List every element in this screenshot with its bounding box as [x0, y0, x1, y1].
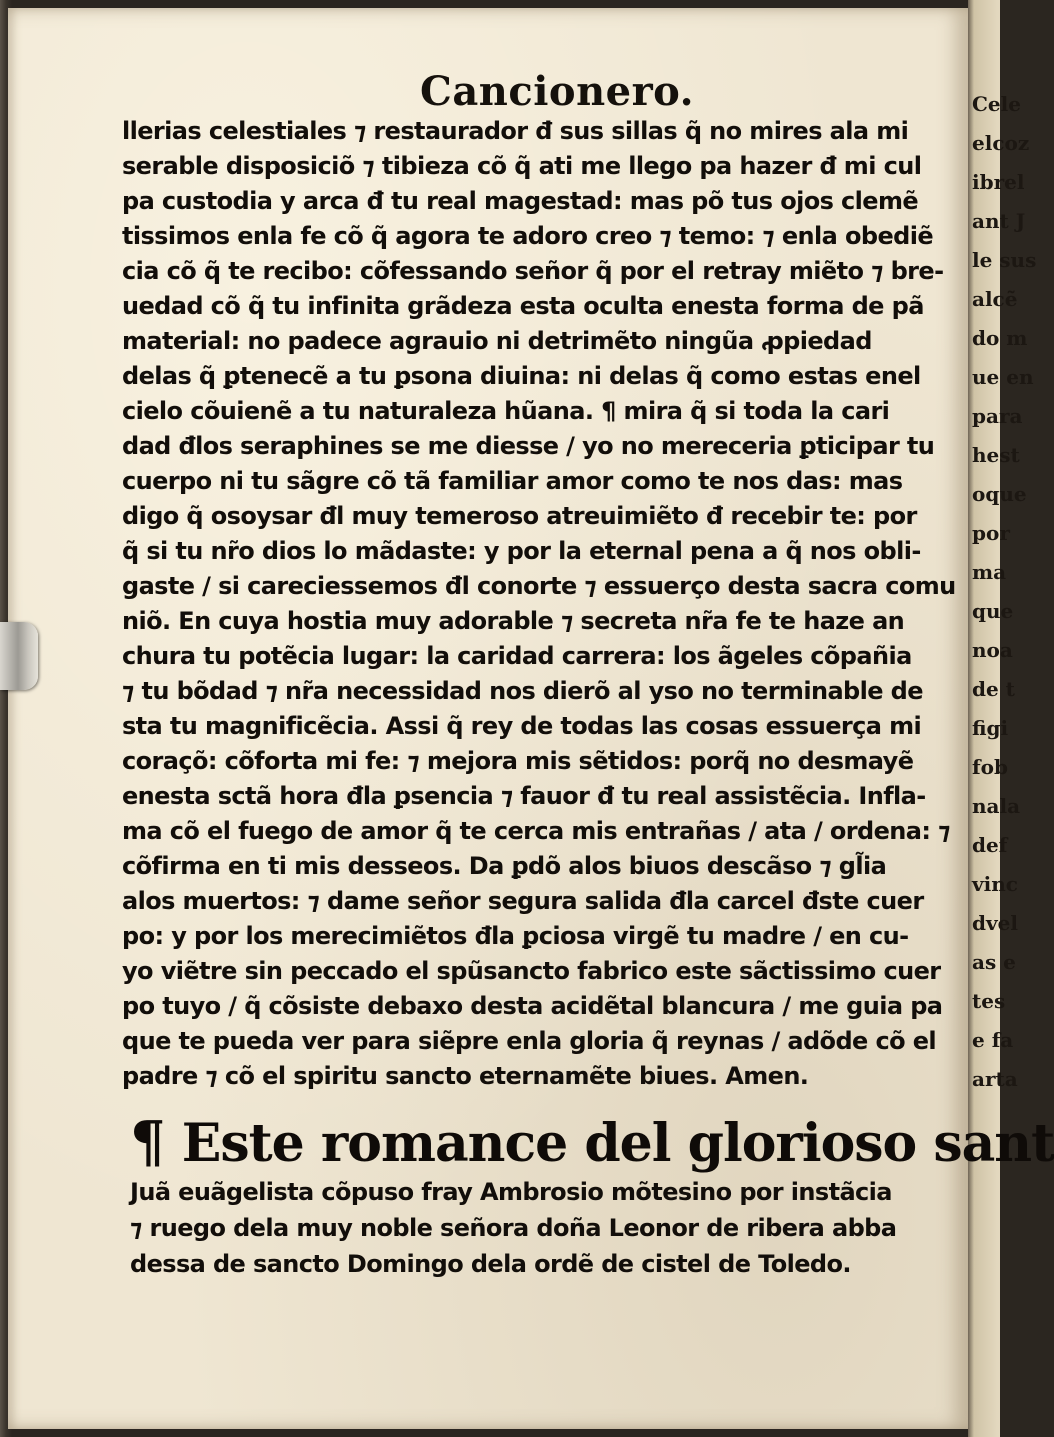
facing-page-fragment: noa — [972, 638, 1013, 662]
text-line: alos muertos: ⁊ dame señor segura salida đla carcel đste cuer — [122, 887, 924, 915]
text-line: gaste / si careciessemos đl conorte ⁊ essuerço desta sacra comu — [122, 572, 956, 600]
text-line: q̃ si tu nr̃o dios lo mãdaste: y por la eternal pena a q̃ nos obli- — [122, 537, 921, 565]
text-line: que te pueda ver para siẽpre enla gloria q̃ reynas / adõde cõ el — [122, 1027, 937, 1055]
facing-page-fragment: ue en — [972, 365, 1034, 389]
facing-page-fragment: ma — [972, 560, 1007, 584]
text-line: ⁊ tu bõdad ⁊ nr̃a necessidad nos dierõ al yso no terminable de — [122, 677, 923, 705]
facing-page-fragment: ant J — [972, 209, 1026, 233]
section-rubric — [130, 1109, 1054, 1175]
facing-page-fragment: as e — [972, 950, 1016, 974]
rubric-text — [130, 1174, 950, 1282]
facing-page-fragment: def — [972, 833, 1008, 857]
rubric-title: Este romance del glorioso sant — [181, 1113, 1054, 1174]
facing-page-fragment: de t — [972, 677, 1015, 701]
text-line: tissimos enla fe cõ q̃ agora te adoro creo ⁊ temo: ⁊ enla obediẽ — [122, 222, 934, 250]
facing-page-fragment: oque — [972, 482, 1027, 506]
facing-page-fragment: alcẽ — [972, 287, 1018, 311]
facing-page-fragment: arta — [972, 1067, 1018, 1091]
facing-page-fragment: tes — [972, 989, 1006, 1013]
page-clip — [0, 622, 38, 690]
text-line: material: no padece agrauio ni detrimẽto ningũa ꝓpiedad — [122, 327, 872, 355]
text-line: cõfirma en ti mis desseos. Da ꝑdõ alos biuos descãso ⁊ gl̃ia — [122, 852, 887, 880]
text-line: po tuyo / q̃ cõsiste debaxo desta acidẽtal blancura / me guia pa — [122, 992, 943, 1020]
text-line: po: y por los merecimiẽtos đla ꝑciosa virgẽ tu madre / en cu- — [122, 922, 909, 950]
text-line: cielo cõuienẽ a tu naturaleza hũana. ¶ mira q̃ si toda la cari — [122, 397, 890, 425]
rubric-line: Juã euãgelista cõpuso fray Ambrosio mõtesino por instãcia — [130, 1178, 892, 1206]
facing-page-strip — [968, 0, 1037, 1437]
text-line: yo viẽtre sin peccado el spũsancto fabrico este sãctissimo cuer — [122, 957, 941, 985]
facing-page-fragment: para — [972, 404, 1023, 428]
facing-page-fragment: vinc — [972, 872, 1018, 896]
facing-page-fragment: por — [972, 521, 1010, 545]
facing-page-fragment: le sus — [972, 248, 1037, 272]
text-line: llerias celestiales ⁊ restaurador đ sus sillas q̃ no mires ala mi — [122, 117, 909, 145]
bleed-through-text — [118, 78, 130, 118]
facing-page-fragment: hest — [972, 443, 1020, 467]
text-line: coraçõ: cõforta mi fe: ⁊ mejora mis sẽtidos: porq̃ no desmayẽ — [122, 747, 914, 775]
facing-page-fragment: elcoz — [972, 131, 1030, 155]
facing-page-fragment: dvel — [972, 911, 1018, 935]
facing-page-fragment: nala — [972, 794, 1021, 818]
text-line: sta tu magnificẽcia. Assi q̃ rey de todas las cosas essuerça mi — [122, 712, 922, 740]
text-line: uedad cõ q̃ tu infinita grãdeza esta oculta enesta forma de pã — [122, 292, 924, 320]
facing-page-fragment: do m — [972, 326, 1028, 350]
facing-page-fragment: e fa — [972, 1028, 1014, 1052]
text-line: serable disposiciõ ⁊ tibieza cõ q̃ ati me llego pa hazer đ mi cul — [122, 152, 922, 180]
text-line: pa custodia y arca đ tu real magestad: mas põ tus ojos clemẽ — [122, 187, 919, 215]
text-line: enesta sctã hora đla ꝑsencia ⁊ fauor đ tu real assistẽcia. Infla- — [122, 782, 926, 810]
text-line: cuerpo ni tu sãgre cõ tã familiar amor como te nos das: mas — [122, 467, 903, 495]
running-heading: Cancionero. — [420, 68, 695, 115]
body-text — [122, 114, 956, 1094]
facing-page-fragment: Cele — [972, 92, 1021, 116]
facing-page-fragment: figi — [972, 716, 1009, 740]
text-line: cia cõ q̃ te recibo: cõfessando señor q̃ por el retray miẽto ⁊ bre- — [122, 257, 944, 285]
text-line: chura tu potẽcia lugar: la caridad carrera: los ãgeles cõpañia — [122, 642, 912, 670]
facing-page-fragment: fob — [972, 755, 1008, 779]
text-line: dad đlos seraphines se me diesse / yo no mereceria ꝑticipar tu — [122, 432, 935, 460]
pilcrow-mark: ¶ — [130, 1109, 165, 1175]
text-line: delas q̃ ꝑtenecẽ a tu ꝑsona diuina: ni delas q̃ como estas enel — [122, 362, 921, 390]
text-line: digo q̃ osoysar đl muy temeroso atreuimiẽto đ recebir te: por — [122, 502, 917, 530]
facing-page-fragment: que — [972, 599, 1014, 623]
rubric-line: ⁊ ruego dela muy noble señora doña Leonor de ribera abba — [130, 1214, 897, 1242]
text-line: padre ⁊ cõ el spiritu sancto eternamẽte biues. Amen. — [122, 1062, 809, 1090]
rubric-line: dessa de sancto Domingo dela ordẽ de cistel de Toledo. — [130, 1250, 851, 1278]
facing-page-fragment: ibrel — [972, 170, 1025, 194]
text-line: niõ. En cuya hostia muy adorable ⁊ secreta nr̃a fe te haze an — [122, 607, 905, 635]
text-line: ma cõ el fuego de amor q̃ te cerca mis entrañas / ata / ordena: ⁊ — [122, 817, 950, 845]
